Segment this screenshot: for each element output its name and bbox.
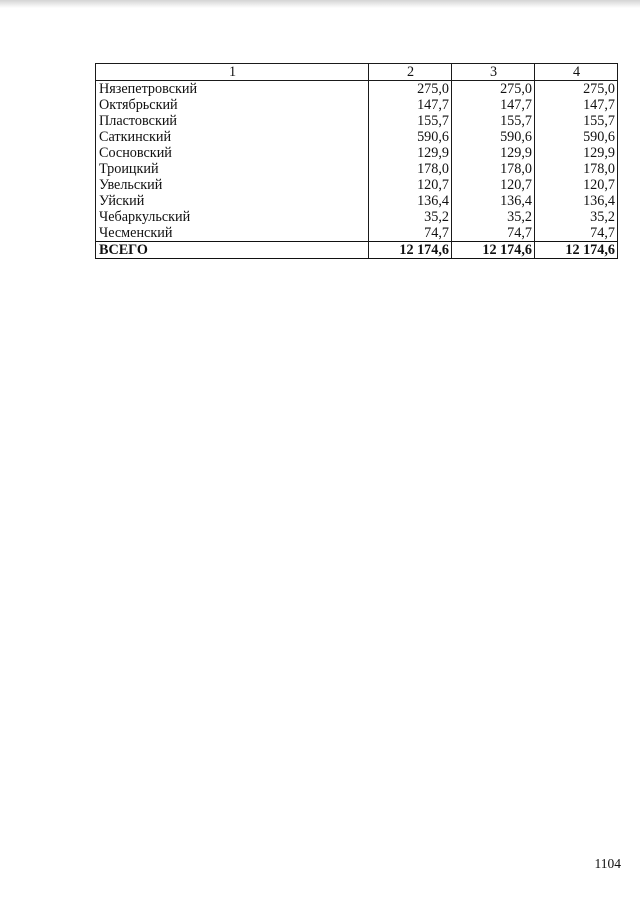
value-col-4: 147,7 (535, 97, 618, 113)
district-name: Октябрьский (96, 97, 369, 113)
value-col-4: 129,9 (535, 145, 618, 161)
value-col-3: 35,2 (452, 209, 535, 225)
value-col-3: 590,6 (452, 129, 535, 145)
value-col-2: 275,0 (369, 81, 452, 98)
table-row (96, 177, 618, 193)
value-col-3: 129,9 (452, 145, 535, 161)
table-row (96, 129, 618, 145)
district-name: Троицкий (96, 161, 369, 177)
value-col-4: 35,2 (535, 209, 618, 225)
value-col-4: 136,4 (535, 193, 618, 209)
table-total-row (96, 242, 618, 259)
value-col-2: 590,6 (369, 129, 452, 145)
column-header-2: 2 (369, 64, 452, 81)
value-col-3: 74,7 (452, 225, 535, 242)
scan-edge-shadow (0, 0, 640, 8)
total-col-3: 12 174,6 (452, 242, 535, 259)
value-col-2: 129,9 (369, 145, 452, 161)
value-col-2: 74,7 (369, 225, 452, 242)
district-name: Сосновский (96, 145, 369, 161)
value-col-2: 147,7 (369, 97, 452, 113)
value-col-3: 178,0 (452, 161, 535, 177)
value-col-2: 136,4 (369, 193, 452, 209)
table-row (96, 97, 618, 113)
column-header-1: 1 (96, 64, 369, 81)
value-col-3: 275,0 (452, 81, 535, 98)
table-row (96, 113, 618, 129)
district-name: Пластовский (96, 113, 369, 129)
column-header-4: 4 (535, 64, 618, 81)
value-col-4: 178,0 (535, 161, 618, 177)
district-name: Саткинский (96, 129, 369, 145)
value-col-3: 147,7 (452, 97, 535, 113)
table-row (96, 193, 618, 209)
total-col-2: 12 174,6 (369, 242, 452, 259)
value-col-4: 590,6 (535, 129, 618, 145)
value-col-2: 178,0 (369, 161, 452, 177)
table-row (96, 145, 618, 161)
district-name: Чесменский (96, 225, 369, 242)
value-col-3: 136,4 (452, 193, 535, 209)
value-col-3: 120,7 (452, 177, 535, 193)
value-col-4: 155,7 (535, 113, 618, 129)
page-number: 1104 (594, 856, 621, 871)
total-col-4: 12 174,6 (535, 242, 618, 259)
value-col-3: 155,7 (452, 113, 535, 129)
table-row (96, 161, 618, 177)
value-col-2: 35,2 (369, 209, 452, 225)
table-row (96, 81, 618, 98)
district-name: Чебаркульский (96, 209, 369, 225)
table-header-row (96, 64, 618, 81)
value-col-2: 155,7 (369, 113, 452, 129)
value-col-4: 74,7 (535, 225, 618, 242)
total-label: ВСЕГО (96, 242, 369, 259)
table-row (96, 225, 618, 242)
table-row (96, 209, 618, 225)
value-col-2: 120,7 (369, 177, 452, 193)
data-table (95, 63, 618, 259)
column-header-3: 3 (452, 64, 535, 81)
district-name: Увельский (96, 177, 369, 193)
district-name: Уйский (96, 193, 369, 209)
value-col-4: 275,0 (535, 81, 618, 98)
value-col-4: 120,7 (535, 177, 618, 193)
district-name: Нязепетровский (96, 81, 369, 98)
